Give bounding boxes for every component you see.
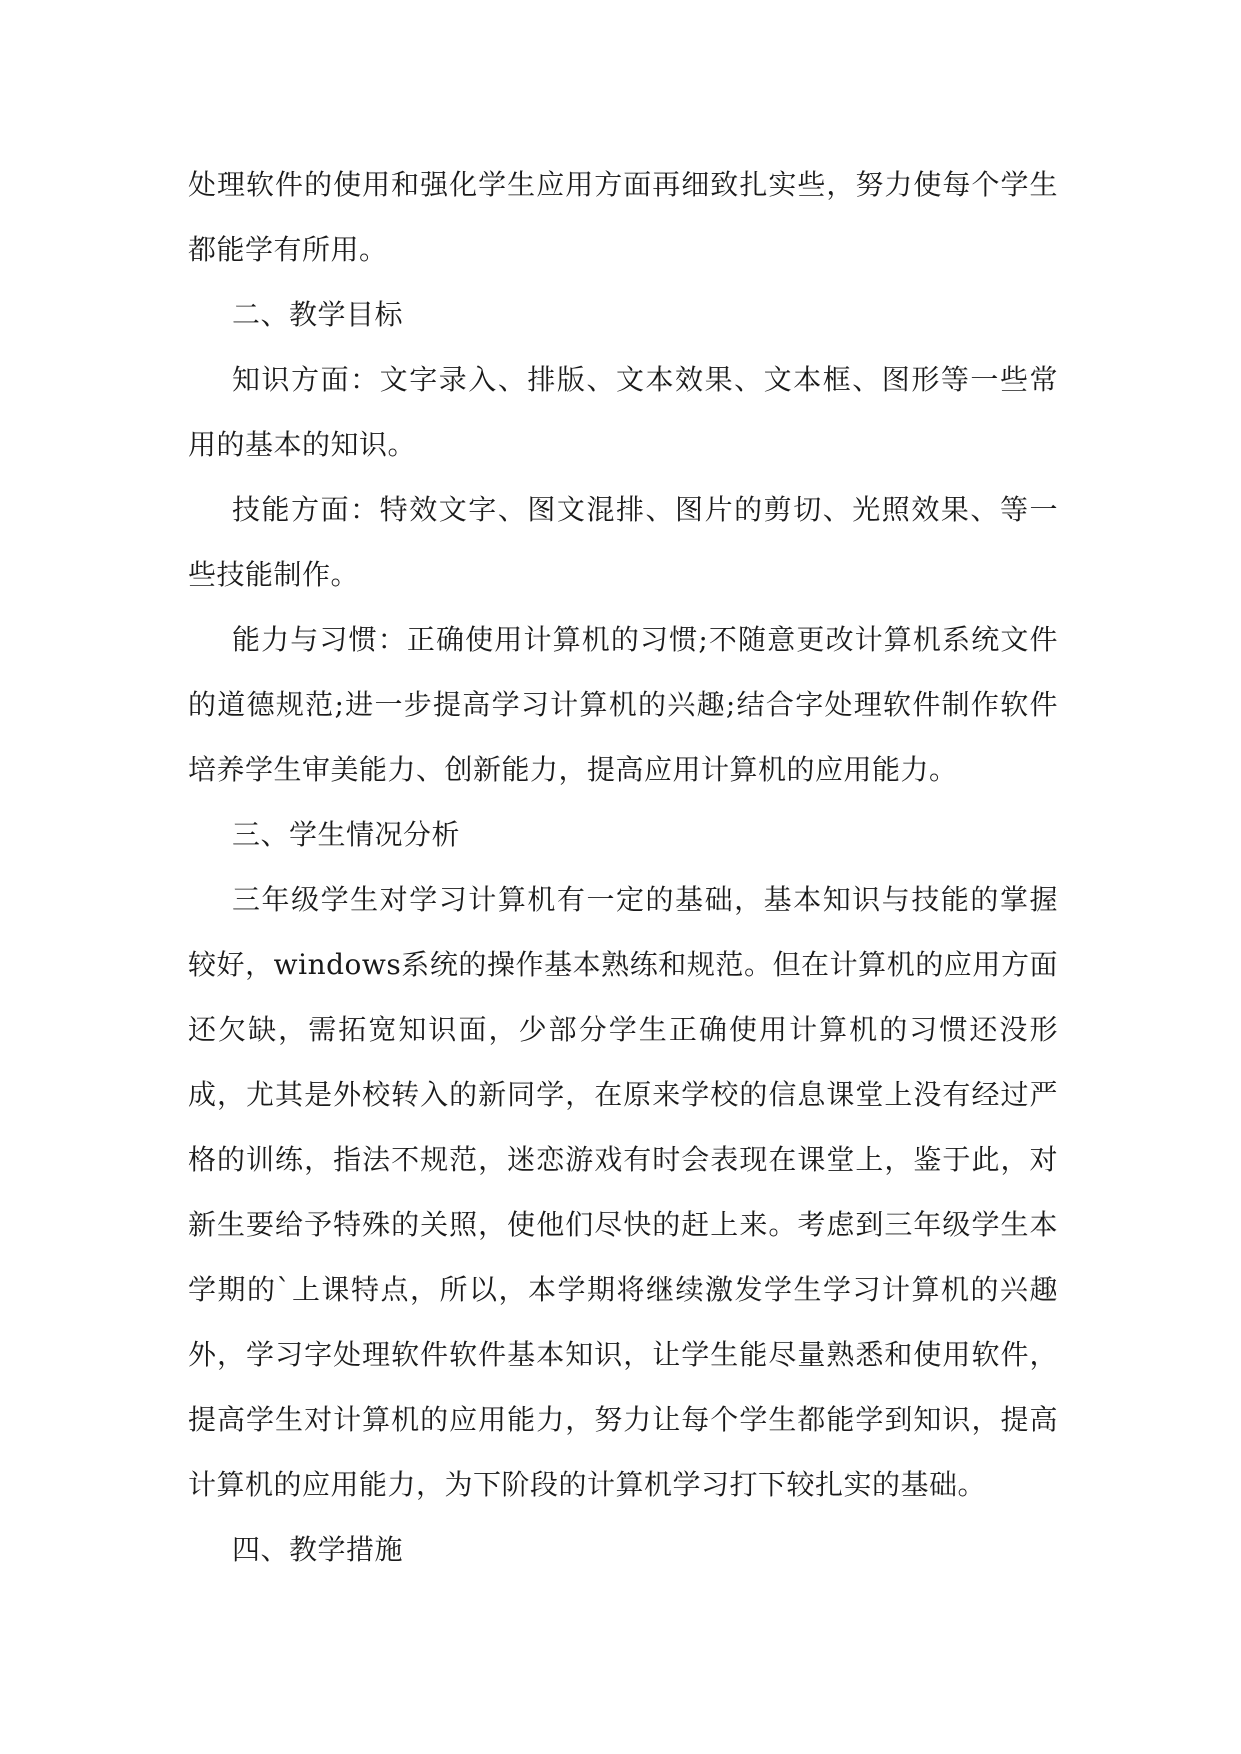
paragraph-skills: 技能方面：特效文字、图文混排、图片的剪切、光照效果、等一些技能制作。 [188,493,1058,591]
section-heading-student-analysis: 三、学生情况分析 [232,818,461,851]
section-heading-teaching-measures: 四、教学措施 [232,1533,404,1566]
document-body [188,152,1058,1582]
paragraph-student-analysis: 三年级学生对学习计算机有一定的基础，基本知识与技能的掌握较好，windows系统的操作基本熟练和规范。但在计算机的应用方面还欠缺，需拓宽知识面，少部分学生正确使用计算机的习惯还没形成，尤其是外校转入的新同学，在原来学校的信息课堂上没有经过严格的训练，指法不规范，迷恋游戏有时会表现在课堂上，鉴于此，对新生要给予特殊的关照，使他们尽快的赶上来。考虑到三年级学生本学期的`上课特点，所以，本学期将继续激发学生学习计算机的兴趣外，学习字处理软件软件基本知识，让学生能尽量熟悉和使用软件，提高学生对计算机的应用能力，努力让每个学生都能学到知识，提高计算机的应用能力，为下阶段的计算机学习打下较扎实的基础。 [188,883,1058,1501]
paragraph-knowledge: 知识方面：文字录入、排版、文本效果、文本框、图形等一些常用的基本的知识。 [188,363,1058,461]
section-heading-teaching-goals: 二、教学目标 [232,298,404,331]
paragraph-ability-habits: 能力与习惯：正确使用计算机的习惯;不随意更改计算机系统文件的道德规范;进一步提高学习计算机的兴趣;结合字处理软件制作软件培养学生审美能力、创新能力，提高应用计算机的应用能力。 [188,623,1058,786]
paragraph-continuation: 处理软件的使用和强化学生应用方面再细致扎实些，努力使每个学生都能学有所用。 [188,168,1058,266]
